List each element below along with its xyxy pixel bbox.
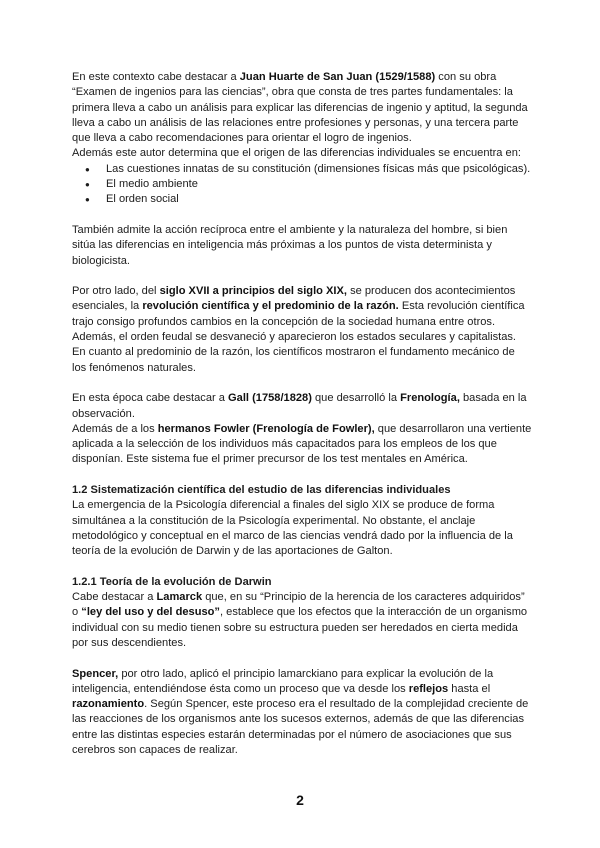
text-run: Cabe destacar a — [72, 591, 157, 604]
text-run: En esta época cabe destacar a — [72, 392, 229, 405]
text-run: con su obra “Examen de ingenios para las ciencias”, obra que consta de tres partes fundamentales: la primera lleva a cabo un análisis para explicar las diferencias de ingenio y aptitud, la segunda lleva a cabo un análisis de las relaciones entre profesiones y personas, y una tercera parte que lleva a cabo recomendaciones para orientar el logro de ingenios. — [72, 71, 528, 145]
paragraph-gall — [72, 391, 532, 422]
page-content — [72, 70, 532, 758]
list-item: ● El orden social — [106, 192, 532, 207]
bold-run: siglo XVII a principios del siglo XIX, — [159, 285, 347, 298]
text-run: que desarrolló la — [311, 392, 401, 405]
text-run: se producen dos acontecimientos esenciales, la — [72, 285, 516, 313]
text-run: basada en la observación. — [72, 392, 527, 420]
bold-run: Spencer, — [72, 667, 119, 680]
list-item: ● El medio ambiente — [106, 177, 532, 192]
bold-run: Juan Huarte de San Juan (1529/1588) — [239, 71, 436, 83]
text-run: Esta revolución científica trajo consigo profundos cambios en la concepción de la sociedad humana entre otros. Además, el orden feudal se desvaneció y aparecieron los estados seculares y capitalistas. En cuanto al predominio de la razón, los científicos mostraron el fundamento mecánico de los fenómenos naturales. — [72, 300, 525, 374]
paragraph-spencer — [72, 667, 532, 759]
bold-run: hermanos Fowler (Frenología de Fowler), — [157, 422, 375, 435]
text-run: que, en su “Principio de la herencia de los caracteres adquiridos” o — [72, 591, 525, 619]
bold-run: reflejos — [408, 682, 449, 695]
paragraph-reciprocal-action: También admite la acción recíproca entre el ambiente y la naturaleza del hombre, si bien sitúa las diferencias en inteligencia más próximas a los puntos de vista determinista y biologicista. — [72, 223, 508, 267]
text-run: En este contexto cabe destacar a — [72, 71, 240, 83]
text-run: , establece que los efectos que la interacción de un organismo individual con su medio tienen sobre su estructura pueden ser heredados en cierta medida por sus descendientes. — [72, 606, 528, 649]
bold-run: Frenología, — [400, 392, 460, 405]
subsection-heading: 1.2.1 Teoría de la evolución de Darwin — [72, 575, 272, 588]
bullet-list — [72, 162, 532, 208]
bold-run: Lamarck — [156, 591, 203, 604]
paragraph-scientific-revolution — [72, 284, 532, 376]
bold-run: revolución científica y el predominio de la razón. — [142, 300, 399, 313]
text-run: Además de a los — [72, 422, 158, 435]
text-run: por otro lado, aplicó el principio lamarckiano para explicar la evolución de la inteligencia, entendiéndose ésta como un proceso que va desde los — [72, 667, 494, 695]
section-body: La emergencia de la Psicología diferencial a finales del siglo XIX se produce de forma simultánea a la constitución de la Psicología experimental. No obstante, el anclaje metodológico y conceptual en el marco de las ciencias vendrá dado por la influencia de la teoría de la evolución de Darwin y de las aportaciones de Galton. — [72, 499, 513, 558]
bold-run: Gall (1758/1828) — [228, 392, 312, 405]
bold-run: “ley del uso y del desuso” — [81, 606, 220, 619]
page-number: 2 — [296, 792, 304, 808]
paragraph-lamarck — [72, 590, 532, 651]
bold-run: razonamiento — [72, 698, 145, 711]
text-run: Por otro lado, del — [72, 285, 160, 298]
text-run: hasta el — [448, 682, 491, 695]
list-item: ● Las cuestiones innatas de su constitución (dimensiones físicas más que psicológicas). — [106, 162, 532, 177]
paragraph-fowler — [72, 422, 532, 468]
paragraph-huarte — [72, 70, 532, 146]
section-heading: 1.2 Sistematización científica del estudio de las diferencias individuales — [72, 484, 451, 497]
text-run: que desarrollaron una vertiente aplicada a la selección de los individuos más capacitados para los empleos de los que disponían. Este sistema fue el primer precursor de los test mentales en América. — [72, 422, 532, 466]
text-run: . Según Spencer, este proceso era el resultado de la complejidad creciente de las reacciones de los organismos ante los sucesos externos, además de que las diferencias entre las distintas especies estarán determinadas por el número de asociaciones que sus cerebros son capaces de realizar. — [72, 698, 529, 757]
paragraph-origin: Además este autor determina que el origen de las diferencias individuales se encuentra en: — [72, 147, 521, 160]
